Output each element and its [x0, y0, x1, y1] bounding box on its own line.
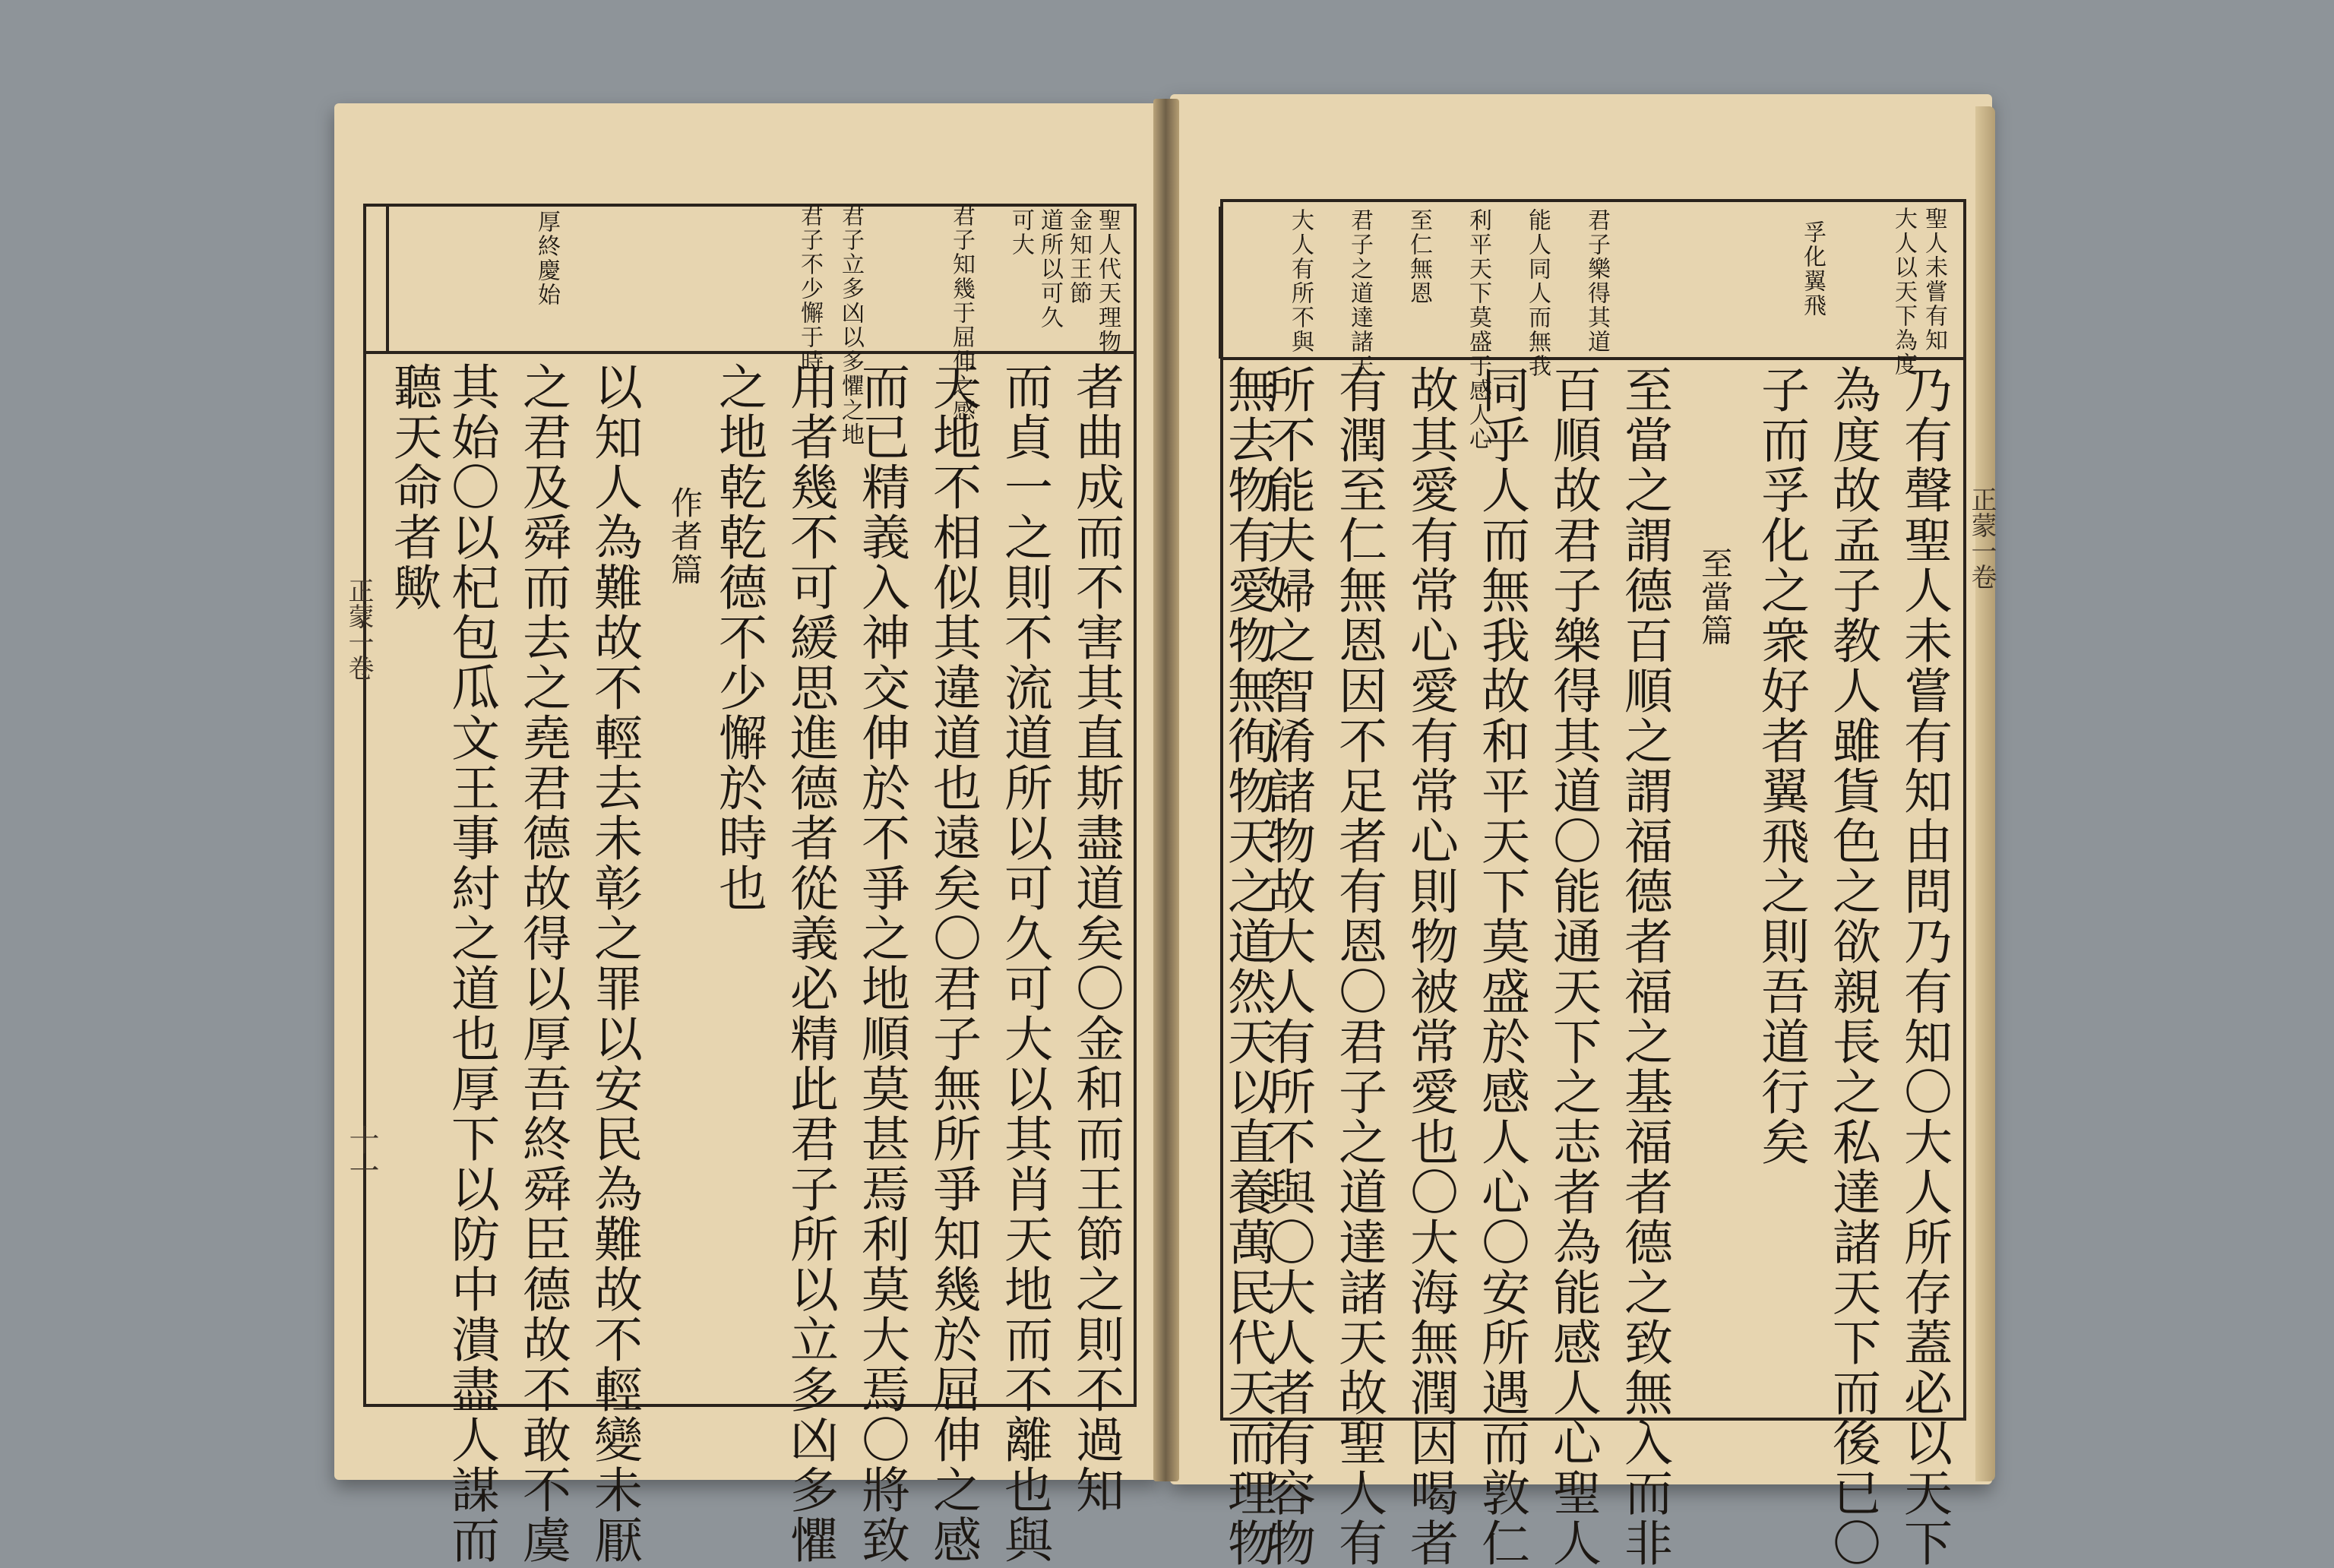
right-col-9: 所不能夫婦之智淆諸物故大人有所不與〇大人者有容物 [1259, 365, 1315, 1568]
left-note-3: 道所以可久 [1036, 208, 1063, 330]
left-col-7: 以知人為難故不輕去未彰之罪以安民為難故不輕變未厭 [586, 362, 642, 1565]
left-header-divider [363, 351, 1134, 354]
left-note-6: 君子立多凶以多懼之地 [837, 204, 864, 447]
book-spine [1153, 99, 1179, 1481]
left-note-5: 君子知幾于屈伸之感 [948, 204, 975, 422]
page-edge [1975, 106, 1995, 1481]
left-margin-label: 正蒙一卷 [343, 577, 374, 681]
right-header-divider [1220, 357, 1963, 360]
left-note-7: 君子不少懈于時 [796, 204, 823, 374]
right-note-7: 至仁無恩 [1406, 208, 1432, 305]
right-section-title: 至當篇 [1697, 547, 1734, 647]
right-col-1: 乃有聲聖人未嘗有知由問乃有知〇大人所存蓋必以天下 [1896, 365, 1952, 1568]
right-col-8: 有潤至仁無恩因不足者有恩〇君子之道達諸天故聖人有 [1330, 365, 1387, 1568]
right-col-3: 子而孚化之衆好者翼飛之則吾道行矣 [1753, 365, 1809, 1167]
right-col-7: 故其愛有常心愛有常心則物被常愛也〇大海無潤因喝者 [1402, 365, 1458, 1568]
right-note-5: 能人同人而無我 [1524, 208, 1551, 378]
left-section-title: 作者篇 [666, 486, 704, 586]
left-col-2: 而貞一之則不流道所以可久可大以其肖天地而不離也與 [996, 362, 1052, 1565]
left-note-4: 可大 [1007, 208, 1034, 257]
right-note-4: 君子樂得其道 [1583, 208, 1610, 354]
right-note-6: 利平天下莫盛于感人心 [1465, 208, 1491, 451]
right-col-2: 為度故孟子教人雖貨色之欲親長之私達諸天下而後已〇 [1824, 365, 1880, 1568]
left-col-4: 而已精義入神交伸於不爭之地順莫甚焉利莫大焉〇將致 [853, 362, 909, 1565]
right-note-1: 聖人未嘗有知 [1921, 207, 1947, 352]
right-col-10: 無去物有愛物無徇物天之道然天以直養萬民代天而理物 [1219, 365, 1276, 1568]
left-folio-number: 十一 [344, 1124, 379, 1185]
right-note-3: 孚化翼飛 [1799, 220, 1826, 318]
right-note-8: 君子之道達諸天 [1346, 208, 1373, 378]
right-margin-label: 正蒙一卷 [1966, 486, 1997, 590]
left-col-6: 之地乾乾德不少懈於時也 [710, 362, 767, 913]
right-col-5: 百順故君子樂得其道〇能通天下之志者為能感人心聖人 [1545, 365, 1601, 1568]
left-col-8: 之君及舜而去之堯君德故得以厚吾終舜臣德故不敢不虞 [514, 362, 571, 1565]
right-note-9: 大人有所不與 [1287, 208, 1314, 354]
left-note-2: 金知王節 [1065, 208, 1092, 305]
right-col-6: 同乎人而無我故和平天下莫盛於感人心〇安所遇而敦仁 [1473, 365, 1529, 1568]
right-note-2: 大人以天下為度 [1890, 207, 1917, 377]
right-col-4: 至當之謂德百順之謂福德者福之基福者德之致無入而非 [1616, 365, 1672, 1568]
left-col-1: 者曲成而不害其直斯盡道矣〇金和而王節之則不過知 [1067, 362, 1124, 1515]
left-note-1: 聖人代天理物 [1094, 208, 1121, 354]
left-col-3: 天地不相似其違道也遠矣〇君子無所爭知幾於屈伸之感 [925, 362, 981, 1565]
left-col-9: 其始〇以杞包瓜文王事紂之道也厚下以防中潰盡人謀而 [443, 362, 499, 1565]
left-note-8: 厚終慶始 [533, 210, 560, 307]
right-note-rule [1219, 207, 1222, 359]
left-col-10: 聽天命者歟 [385, 362, 441, 612]
left-note-rule [386, 207, 389, 352]
left-col-5: 用者幾不可緩思進德者從義必精此君子所以立多凶多懼 [782, 362, 838, 1565]
